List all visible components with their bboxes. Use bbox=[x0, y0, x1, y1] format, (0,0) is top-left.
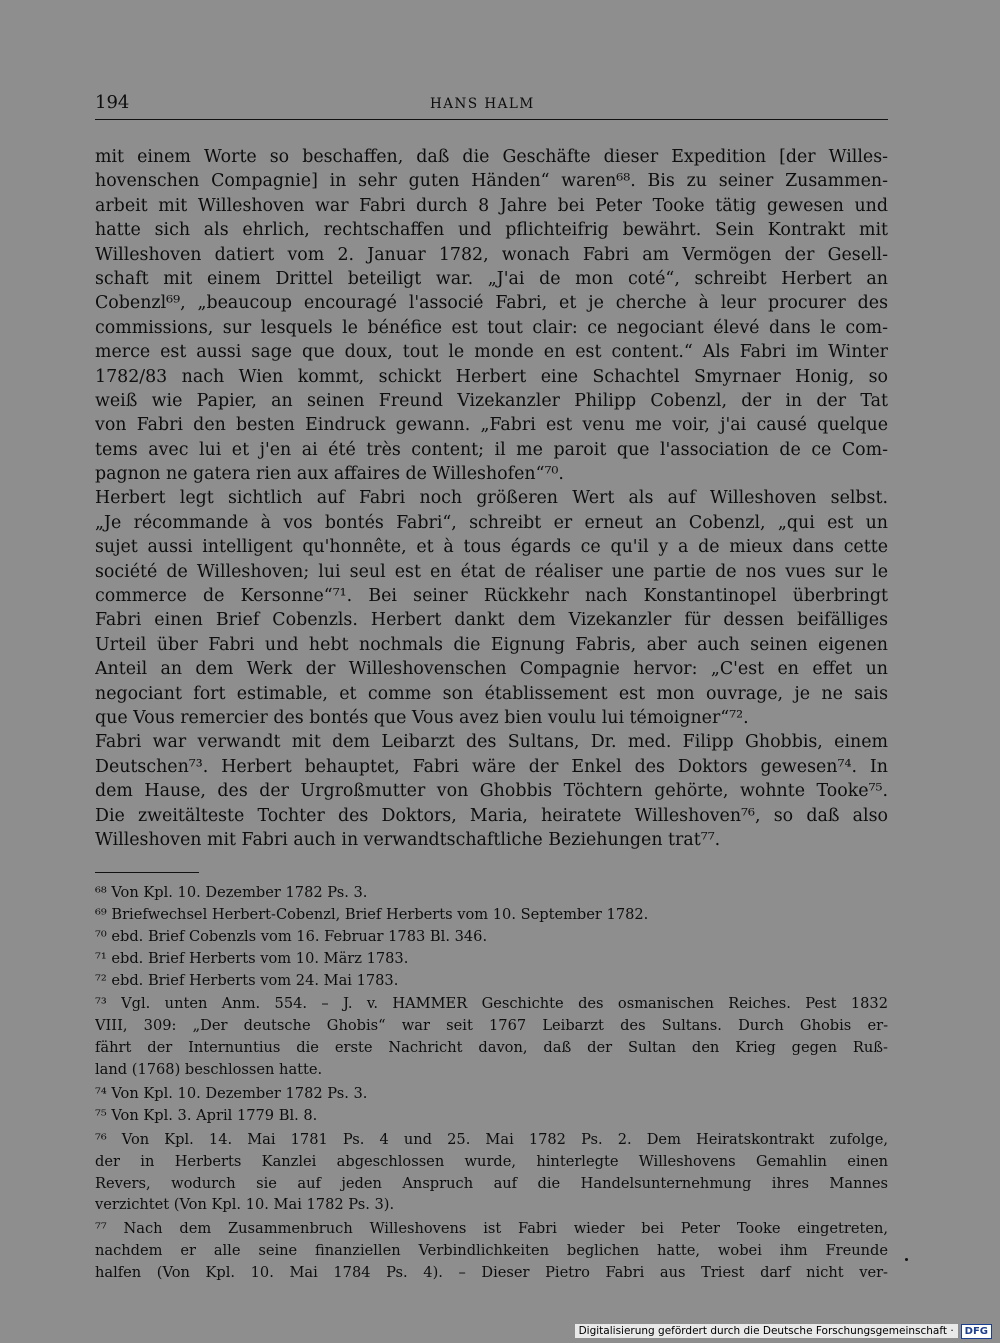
body-line: arbeit mit Willeshoven war Fabri durch 8 Jahre bei Peter Tooke tätig gewesen und bbox=[95, 195, 888, 216]
funding-notice: Digitalisierung gefördert durch die Deutsche Forschungsgemeinschaft · bbox=[575, 1324, 958, 1338]
funding-footer bbox=[575, 1323, 992, 1339]
running-head: HANS HALM bbox=[430, 96, 535, 112]
footnote-line: ⁷⁵ Von Kpl. 3. April 1779 Bl. 8. bbox=[95, 1106, 318, 1124]
body-line: Willeshoven mit Fabri auch in verwandtschaftliche Beziehungen trat⁷⁷. bbox=[95, 829, 721, 850]
body-line: tems avec lui et j'en ai été très content; il me paroit que l'association de ce Com- bbox=[95, 439, 888, 460]
body-line: hovenschen Compagnie] in sehr guten Händen“ waren⁶⁸. Bis zu seiner Zusammen- bbox=[95, 171, 888, 192]
footnote-line: ⁷⁷ Nach dem Zusammenbruch Willeshovens ist Fabri wieder bei Peter Tooke eingetreten, bbox=[95, 1220, 888, 1238]
body-line: mit einem Worte so beschaffen, daß die Geschäfte dieser Expedition [der Willes- bbox=[95, 147, 888, 167]
body-line: schaft mit einem Drittel beteiligt war. „J'ai de mon coté“, schreibt Herbert an bbox=[95, 268, 888, 289]
footnote-line: ⁷⁶ Von Kpl. 14. Mai 1781 Ps. 4 und 25. Mai 1782 Ps. 2. Dem Heiratskontrakt zufolge, bbox=[95, 1130, 888, 1148]
body-line: dem Hause, des der Urgroßmutter von Ghobbis Töchtern gehörte, wohnte Tooke⁷⁵. bbox=[95, 781, 888, 802]
scan-speck bbox=[905, 1258, 908, 1261]
footnote-rule bbox=[95, 872, 199, 873]
footnote-line: ⁶⁹ Briefwechsel Herbert-Cobenzl, Brief Herberts vom 10. September 1782. bbox=[95, 905, 649, 923]
dfg-logo: DFG bbox=[961, 1324, 992, 1339]
body-line: von Fabri den besten Eindruck gewann. „Fabri est venu me voir, j'ai causé quelque bbox=[95, 415, 888, 436]
body-line: hatte sich als ehrlich, rechtschaffen und pflichteifrig bewährt. Sein Kontrakt mit bbox=[95, 220, 888, 241]
footnotes bbox=[95, 882, 888, 1284]
body-line: Anteil an dem Werk der Willeshovenschen Compagnie hervor: „C'est en effet un bbox=[95, 659, 888, 680]
footnote-line: VIII, 309: „Der deutsche Ghobis“ war seit 1767 Leibarzt des Sultans. Durch Ghobis er- bbox=[95, 1017, 888, 1035]
footnote-line: ⁷⁰ ebd. Brief Cobenzls vom 16. Februar 1783 Bl. 346. bbox=[95, 927, 488, 945]
body-line: Cobenzl⁶⁹, „beaucoup encouragé l'associé Fabri, et je cherche à leur procurer des bbox=[95, 293, 888, 314]
footnote-line: ⁷¹ ebd. Brief Herberts vom 10. März 1783. bbox=[95, 949, 409, 967]
footnote-line: ⁷² ebd. Brief Herberts vom 24. Mai 1783. bbox=[95, 971, 399, 989]
body-line: 1782/83 nach Wien kommt, schickt Herbert eine Schachtel Smyrnaer Honig, so bbox=[95, 366, 888, 387]
footnote-line: Revers, wodurch sie auf jeden Anspruch auf die Handelsunternehmung ihres Mannes bbox=[95, 1174, 888, 1192]
footnote-line: ⁷³ Vgl. unten Anm. 554. – J. v. HAMMER Geschichte des osmanischen Reiches. Pest 1832 bbox=[95, 995, 888, 1013]
body-line: Herbert legt sichtlich auf Fabri noch größeren Wert als auf Willeshoven selbst. bbox=[95, 488, 888, 509]
footnote-line: nachdem er alle seine finanziellen Verbindlichkeiten beglichen hatte, wobei ihm Freunde bbox=[95, 1242, 888, 1260]
page-header bbox=[95, 88, 888, 120]
footnote-line: ⁶⁸ Von Kpl. 10. Dezember 1782 Ps. 3. bbox=[95, 884, 368, 901]
body-line: commerce de Kersonne“⁷¹. Bei seiner Rückkehr nach Konstantinopel überbringt bbox=[95, 586, 888, 607]
body-line: weiß wie Papier, an seinen Freund Vizekanzler Philipp Cobenzl, der in der Tat bbox=[95, 390, 888, 411]
body-line: Fabri war verwandt mit dem Leibarzt des Sultans, Dr. med. Filipp Ghobbis, einem bbox=[95, 732, 888, 753]
body-line: commissions, sur lesquels le bénéfice est tout clair: ce negociant élevé dans le com- bbox=[95, 317, 888, 338]
footnote-line: halfen (Von Kpl. 10. Mai 1784 Ps. 4). – Dieser Pietro Fabri aus Triest darf nicht ver- bbox=[95, 1264, 888, 1282]
body-line: société de Willeshoven; lui seul est en état de réaliser une partie de nos vues sur le bbox=[95, 561, 888, 582]
body-line: merce est aussi sage que doux, tout le monde en est content.“ Als Fabri im Winter bbox=[95, 342, 888, 363]
body-line: Deutschen⁷³. Herbert behauptet, Fabri wäre der Enkel des Doktors gewesen⁷⁴. In bbox=[95, 756, 888, 777]
footnote-line: der in Herberts Kanzlei abgeschlossen wurde, hinterlegte Willeshovens Gemahlin einen bbox=[95, 1152, 888, 1170]
body-line: „Je récommande à vos bontés Fabri“, schreibt er erneut an Cobenzl, „qui est un bbox=[95, 512, 888, 533]
footnote-line: fährt der Internuntius die erste Nachricht davon, daß der Sultan den Krieg gegen Ruß- bbox=[95, 1039, 888, 1057]
footnote-line: verzichtet (Von Kpl. 10. Mai 1782 Ps. 3). bbox=[95, 1196, 395, 1214]
page-number: 194 bbox=[95, 92, 130, 113]
body-line: Die zweitälteste Tochter des Doktors, Maria, heiratete Willeshoven⁷⁶, so daß also bbox=[95, 805, 888, 826]
body-line: negociant fort estimable, et comme son établissement est mon ouvrage, je ne sais bbox=[95, 683, 888, 704]
header-rule bbox=[95, 119, 888, 120]
body-line: Urteil über Fabri und hebt nochmals die Eignung Fabris, aber auch seinen eigenen bbox=[95, 634, 888, 655]
body-line: sujet aussi intelligent qu'honnête, et à tous égards ce qu'il y a de mieux dans cette bbox=[95, 537, 888, 558]
footnote-line: ⁷⁴ Von Kpl. 10. Dezember 1782 Ps. 3. bbox=[95, 1085, 368, 1103]
footnote-line: land (1768) beschlossen hatte. bbox=[95, 1061, 323, 1079]
body-text bbox=[95, 145, 888, 852]
body-line: Fabri einen Brief Cobenzls. Herbert dankt dem Vizekanzler für dessen beifälliges bbox=[95, 610, 888, 631]
body-line: Willeshoven datiert vom 2. Januar 1782, wonach Fabri am Vermögen der Gesell- bbox=[95, 244, 888, 265]
body-line: que Vous remercier des bontés que Vous avez bien voulu lui témoigner“⁷². bbox=[95, 707, 749, 728]
body-line: pagnon ne gatera rien aux affaires de Willeshofen“⁷⁰. bbox=[95, 464, 564, 485]
